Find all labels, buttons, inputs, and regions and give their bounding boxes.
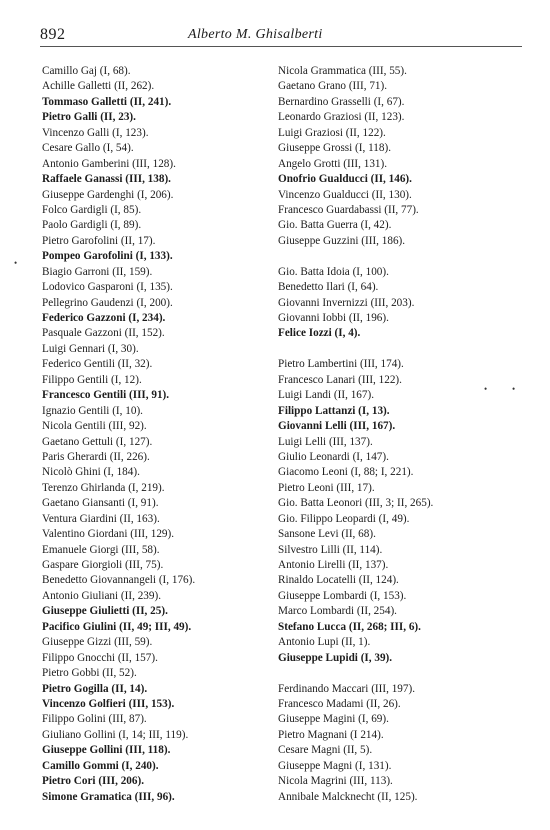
index-entry: Benedetto Ilari (I, 64).: [278, 281, 379, 294]
index-entry: Pietro Cori (III, 206).: [42, 775, 145, 788]
index-entry: Antonio Gamberini (III, 128).: [42, 157, 176, 170]
index-entry: Vincenzo Golfieri (III, 153).: [42, 697, 175, 710]
index-entry: Annibale Malcknecht (II, 125).: [278, 790, 418, 803]
index-entry: Gaetano Grano (III, 71).: [278, 80, 388, 93]
index-entry: Ferdinando Maccari (III, 197).: [278, 682, 415, 695]
index-entry: Francesco Guardabassi (II, 77).: [278, 203, 419, 216]
index-entry: Giuseppe Magni (I, 131).: [278, 759, 392, 772]
index-entry: Tommaso Galletti (II, 241).: [42, 95, 172, 108]
index-entry: Luigi Landi (II, 167).: [278, 389, 375, 402]
index-entry: Lodovico Gasparoni (I, 135).: [42, 281, 173, 294]
margin-mark: •: [14, 258, 18, 268]
index-entry: Gaetano Gettuli (I, 127).: [42, 435, 153, 448]
index-entry: Pompeo Garofolini (I, 133).: [42, 250, 173, 263]
index-entry: Pasquale Gazzoni (II, 152).: [42, 327, 165, 340]
index-entry: Marco Lombardi (II, 254).: [278, 605, 397, 618]
index-entry: Simone Gramatica (III, 96).: [42, 790, 175, 803]
index-entry: Raffaele Ganassi (III, 138).: [42, 173, 171, 186]
index-entry: Giuseppe Lombardi (I, 153).: [278, 589, 407, 602]
index-entry: Folco Gardigli (I, 85).: [42, 203, 142, 216]
index-entry: Antonio Lirelli (II, 137).: [278, 559, 389, 571]
index-entry: Vincenzo Gualducci (II, 130).: [278, 188, 412, 201]
index-entry: Filippo Gentili (I, 12).: [42, 373, 142, 386]
index-entry: Felice Iozzi (I, 4).: [278, 327, 361, 340]
index-entry: Paolo Gardigli (I, 89).: [42, 219, 142, 232]
index-entry: Leonardo Graziosi (II, 123).: [278, 111, 405, 124]
index-entry: Angelo Grotti (III, 131).: [278, 157, 388, 170]
index-entry: Nicola Grammatica (III, 55).: [278, 65, 407, 77]
index-entry: Luigi Gennari (I, 30).: [42, 342, 139, 355]
margin-mark: •: [512, 384, 516, 394]
index-entry: Nicolò Ghini (I, 184).: [42, 466, 140, 479]
section-gap: [278, 666, 540, 681]
right-column: [278, 64, 540, 805]
index-entry: Antonio Giuliani (II, 239).: [42, 589, 162, 602]
index-entry: Giuseppe Lupidi (I, 39).: [278, 651, 393, 664]
index-entry: Sansone Levi (II, 68).: [278, 528, 376, 541]
index-entry: Giuseppe Gizzi (III, 59).: [42, 636, 153, 649]
index-entry: Gio. Filippo Leopardi (I, 49).: [278, 512, 410, 525]
index-entry: Giuliano Gollini (I, 14; III, 119).: [42, 728, 189, 741]
index-entry: Francesco Lanari (III, 122).: [278, 373, 402, 386]
index-entry: Francesco Gentili (III, 91).: [42, 389, 170, 402]
index-entry: Filippo Gnocchi (II, 157).: [42, 651, 158, 664]
index-entry: Giacomo Leoni (I, 88; I, 221).: [278, 466, 414, 479]
index-entry: Valentino Giordani (III, 129).: [42, 528, 175, 541]
index-entry: Filippo Lattanzi (I, 13).: [278, 404, 390, 417]
index-entry: Pietro Magnani (I 214).: [278, 728, 384, 741]
index-entry: Emanuele Giorgi (III, 58).: [42, 543, 160, 556]
index-entry: Giuseppe Giulietti (II, 25).: [42, 605, 168, 618]
index-entry: Ventura Giardini (II, 163).: [42, 512, 160, 525]
index-entry: Pietro Garofolini (II, 17).: [42, 234, 156, 247]
index-entry: Stefano Lucca (II, 268; III, 6).: [278, 620, 421, 633]
index-entry: Rinaldo Locatelli (II, 124).: [278, 574, 399, 587]
index-entry: Pacifico Giulini (II, 49; III, 49).: [42, 620, 192, 633]
index-entry: Pietro Lambertini (III, 174).: [278, 358, 404, 371]
index-entry: Luigi Graziosi (II, 122).: [278, 126, 386, 139]
index-entry: Giuseppe Magini (I, 69).: [278, 713, 389, 726]
header-rule: [40, 46, 522, 47]
index-entry: Gio. Batta Guerra (I, 42).: [278, 219, 392, 232]
index-entry: Nicola Gentili (III, 92).: [42, 420, 147, 433]
index-entry: Giovanni Lelli (III, 167).: [278, 420, 396, 433]
left-column: [42, 64, 304, 805]
index-entry: Giuseppe Grossi (I, 118).: [278, 142, 391, 155]
index-entry: Silvestro Lilli (II, 114).: [278, 543, 383, 556]
index-entry: Gio. Batta Leonori (III, 3; II, 265).: [278, 497, 434, 510]
index-entry: Onofrio Gualducci (II, 146).: [278, 173, 412, 186]
running-title: Alberto M. Ghisalberti: [188, 27, 323, 42]
index-entry: Giovanni Invernizzi (III, 203).: [278, 296, 415, 309]
index-entry: Cesare Gallo (I, 54).: [42, 142, 134, 155]
index-entry: Achille Galletti (II, 262).: [42, 80, 155, 93]
index-entry: Biagio Garroni (II, 159).: [42, 265, 153, 278]
index-entry: Luigi Lelli (III, 137).: [278, 435, 373, 448]
section-gap: [278, 342, 540, 357]
index-entry: Bernardino Grasselli (I, 67).: [278, 95, 405, 108]
page-number: 892: [40, 26, 66, 43]
index-entry: Camillo Gommi (I, 240).: [42, 759, 159, 772]
index-entry: Benedetto Giovannangeli (I, 176).: [42, 574, 196, 587]
index-entry: Giuseppe Gollini (III, 118).: [42, 744, 171, 757]
index-entry: Filippo Golini (III, 87).: [42, 713, 147, 726]
index-entry: Giovanni Iobbi (II, 196).: [278, 312, 389, 324]
index-entry: Paris Gherardi (II, 226).: [42, 450, 150, 463]
index-entry: Terenzo Ghirlanda (I, 219).: [42, 481, 165, 494]
index-entry: Gio. Batta Idoia (I, 100).: [278, 265, 389, 278]
index-entry: Francesco Madami (II, 26).: [278, 697, 401, 710]
index-entry: Ignazio Gentili (I, 10).: [42, 404, 143, 417]
index-entry: Pietro Gogilla (II, 14).: [42, 682, 148, 695]
margin-mark: •: [484, 384, 488, 394]
index-entry: Federico Gazzoni (I, 234).: [42, 312, 166, 324]
index-entry: Cesare Magni (II, 5).: [278, 744, 373, 757]
index-entry: Giulio Leonardi (I, 147).: [278, 450, 389, 463]
section-gap: [278, 249, 540, 264]
index-entry: Pietro Galli (II, 23).: [42, 111, 136, 124]
index-entry: Pellegrino Gaudenzi (I, 200).: [42, 296, 173, 309]
index-entry: Gaetano Giansanti (I, 91).: [42, 497, 159, 510]
index-entry: Camillo Gaj (I, 68).: [42, 65, 131, 77]
index-entry: Vincenzo Galli (I, 123).: [42, 126, 149, 139]
index-entry: Pietro Gobbi (II, 52).: [42, 667, 137, 680]
index-entry: Antonio Lupi (II, 1).: [278, 636, 371, 649]
index-entry: Giuseppe Guzzini (III, 186).: [278, 234, 406, 247]
index-entry: Nicola Magrini (III, 113).: [278, 775, 393, 788]
index-entry: Federico Gentili (II, 32).: [42, 358, 153, 371]
index-entry: Pietro Leoni (III, 17).: [278, 481, 375, 494]
index-entry: Gaspare Giorgioli (III, 75).: [42, 559, 164, 571]
index-entry: Giuseppe Gardenghi (I, 206).: [42, 188, 174, 201]
